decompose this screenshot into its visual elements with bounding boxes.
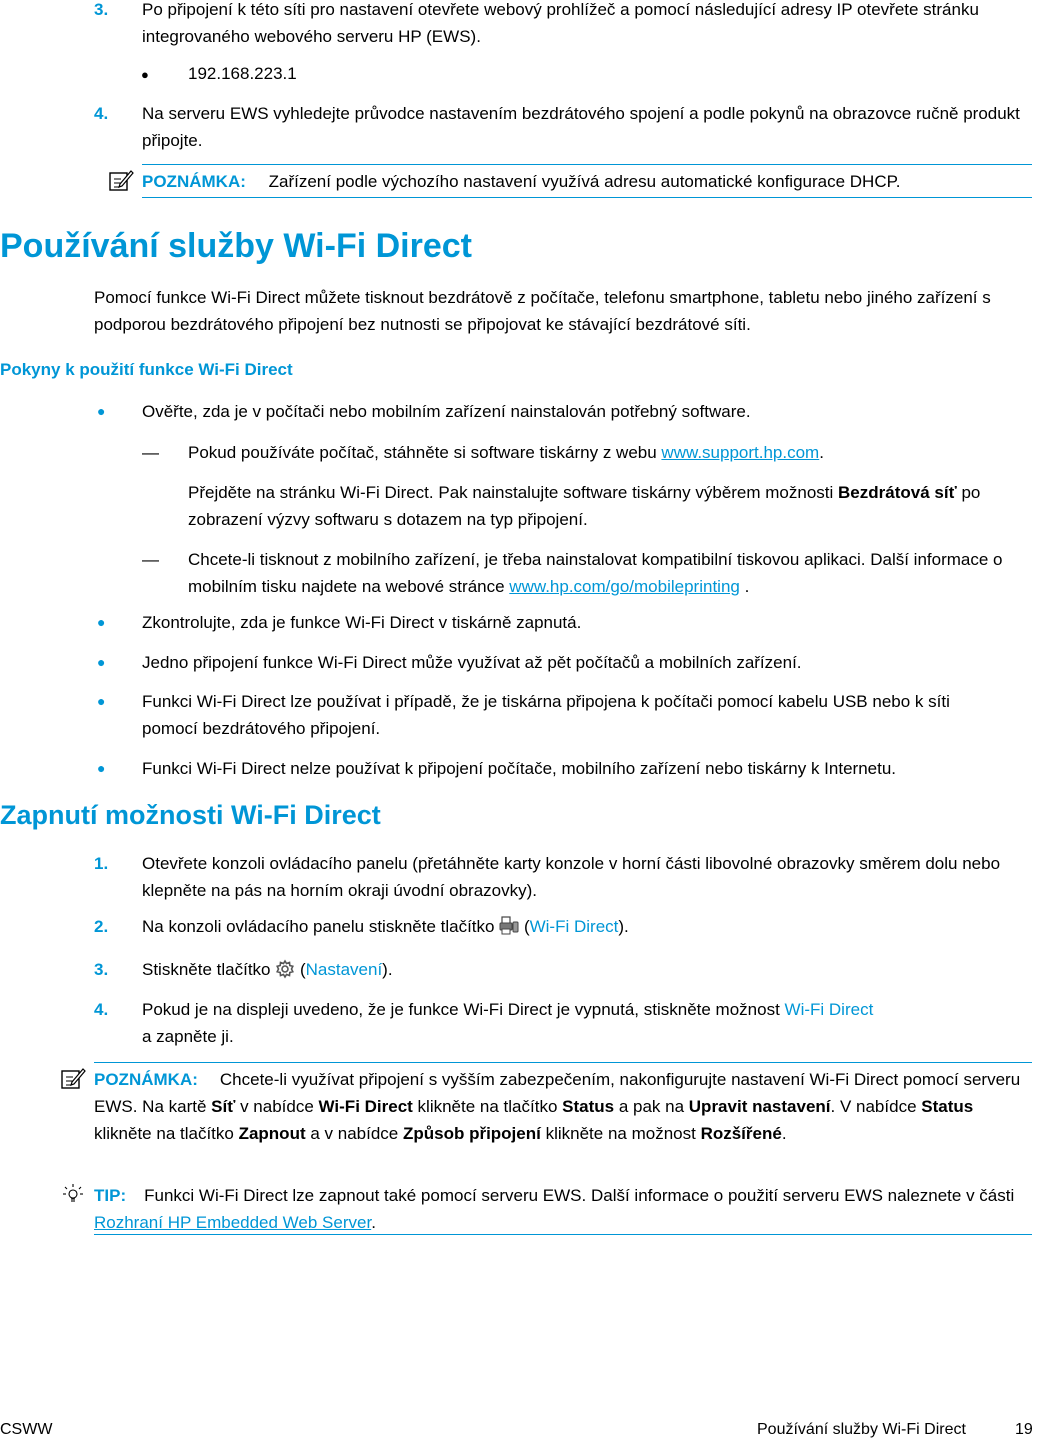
step-number: 4. (94, 104, 109, 123)
section-title: Používání služby Wi-Fi Direct (0, 227, 472, 265)
guideline-item: Funkci Wi-Fi Direct lze používat i případě, že je tiskárna připojena k počítači pomocí kabelu USB nebo k síti pomocí bezdrátového připojení. (142, 692, 950, 738)
support-link[interactable]: www.support.hp.com (661, 443, 820, 462)
bullet: ● (97, 654, 106, 670)
lightbulb-icon (62, 1183, 84, 1207)
ip-bullet: ● (141, 67, 149, 82)
guideline-item: Funkci Wi-Fi Direct nelze používat k připojení počítače, mobilního zařízení nebo tiskárny k Internetu. (142, 759, 897, 778)
footer-section: Používání služby Wi-Fi Direct (757, 1421, 966, 1438)
gear-icon (275, 959, 295, 979)
note-icon (108, 168, 134, 192)
guideline-subitem: Chcete-li tisknout z mobilního zařízení, je třeba nainstalovat kompatibilní tiskovou aplikaci. Další informace o mobilním tisku najdete na webové stránce www.hp.com/go/mobileprinting . (188, 550, 1003, 596)
bullet: ● (97, 760, 106, 776)
guidelines-title: Pokyny k použití funkce Wi-Fi Direct (0, 360, 293, 379)
note-rule-bottom (142, 197, 1032, 198)
ip-address: 192.168.223.1 (188, 64, 297, 83)
guideline-subitem-paragraph: Přejděte na stránku Wi-Fi Direct. Pak nainstalujte software tiskárny výběrem možnosti Bezdrátová síť po zobrazení výzvy softwaru s dotazem na typ připojení. (188, 483, 981, 529)
guideline-item: Ověřte, zda je v počítači nebo mobilním zařízení nainstalován potřebný software. (142, 402, 751, 421)
footer-left: CSWW (0, 1421, 53, 1438)
step-text: Otevřete konzoli ovládacího panelu (přetáhněte karty konzole v horní části libovolné obrazovky směrem dolu nebo klepněte na pás na horním okraji úvodní obrazovky). (142, 854, 1001, 900)
enable-title: Zapnutí možnosti Wi-Fi Direct (0, 800, 381, 830)
bullet: ● (97, 403, 106, 419)
ews-link[interactable]: Rozhraní HP Embedded Web Server (94, 1213, 372, 1232)
note-icon (60, 1066, 86, 1090)
note-rule-top (94, 1062, 1032, 1063)
step-text: Stiskněte tlačítko (Nastavení). (142, 960, 393, 979)
mobileprinting-link[interactable]: www.hp.com/go/mobileprinting (509, 577, 740, 596)
note-text: Zařízení podle výchozího nastavení využívá adresu automatické konfigurace DHCP. (268, 172, 901, 191)
page-number: 19 (1015, 1421, 1033, 1438)
bullet: ● (97, 693, 106, 709)
step-number: 1. (94, 854, 109, 873)
tip: TIP: Funkci Wi-Fi Direct lze zapnout také pomocí serveru EWS. Další informace o použití serveru EWS naleznete v části Rozhraní HP Embedded Web Server. (94, 1186, 1015, 1232)
bullet: ● (97, 614, 106, 630)
step-text: Na serveru EWS vyhledejte průvodce nastavením bezdrátového spojení a podle pokynů na obrazovce ručně produkt připojte. (142, 104, 1020, 150)
note: POZNÁMKA: Chcete-li využívat připojení s vyšším zabezpečením, nakonfigurujte nastavení Wi-Fi Direct pomocí serveru EWS. Na kartě Síť v nabídce Wi-Fi Direct klikněte na tlačítko Status a pak na Upravit nastavení. V nabídce Status klikněte na tlačítko Zapnout a v nabídce Způsob připojení klikněte na možnost Rozšířené. (94, 1070, 1021, 1143)
dash: — (142, 550, 159, 569)
dash: — (142, 443, 159, 462)
note-rule-top (142, 164, 1032, 165)
step-number: 4. (94, 1000, 109, 1019)
step-text: Pokud je na displeji uvedeno, že je funkce Wi-Fi Direct je vypnutá, stiskněte možnost Wi-Fi Direct a zapněte ji. (142, 1000, 874, 1046)
note (142, 168, 1035, 195)
step-text: Po připojení k této síti pro nastavení otevřete webový prohlížeč a pomocí následující adresy IP otevřete stránku integrovaného webového serveru HP (EWS). (142, 0, 979, 46)
note-label: POZNÁMKA: (142, 172, 246, 191)
step-text: Na konzoli ovládacího panelu stiskněte tlačítko (Wi-Fi Direct). (142, 917, 629, 936)
note-label: POZNÁMKA: (94, 1070, 198, 1089)
step-number: 3. (94, 0, 109, 19)
step-number: 3. (94, 960, 109, 979)
guideline-item: Zkontrolujte, zda je funkce Wi-Fi Direct v tiskárně zapnutá. (142, 613, 582, 632)
wifi-direct-icon (499, 916, 519, 936)
guideline-subitem: Pokud používáte počítač, stáhněte si software tiskárny z webu www.support.hp.com. (188, 443, 824, 462)
tip-label: TIP: (94, 1186, 127, 1205)
intro-paragraph: Pomocí funkce Wi-Fi Direct můžete tisknout bezdrátově z počítače, telefonu smartphone, tabletu nebo jiného zařízení s podporou bezdrátového připojení bez nutnosti se připojovat ke stávající bezdrátové síti. (94, 288, 991, 334)
tip-rule-bottom (94, 1234, 1032, 1235)
step-number: 2. (94, 917, 109, 936)
guideline-item: Jedno připojení funkce Wi-Fi Direct může využívat až pět počítačů a mobilních zařízení. (142, 653, 802, 672)
